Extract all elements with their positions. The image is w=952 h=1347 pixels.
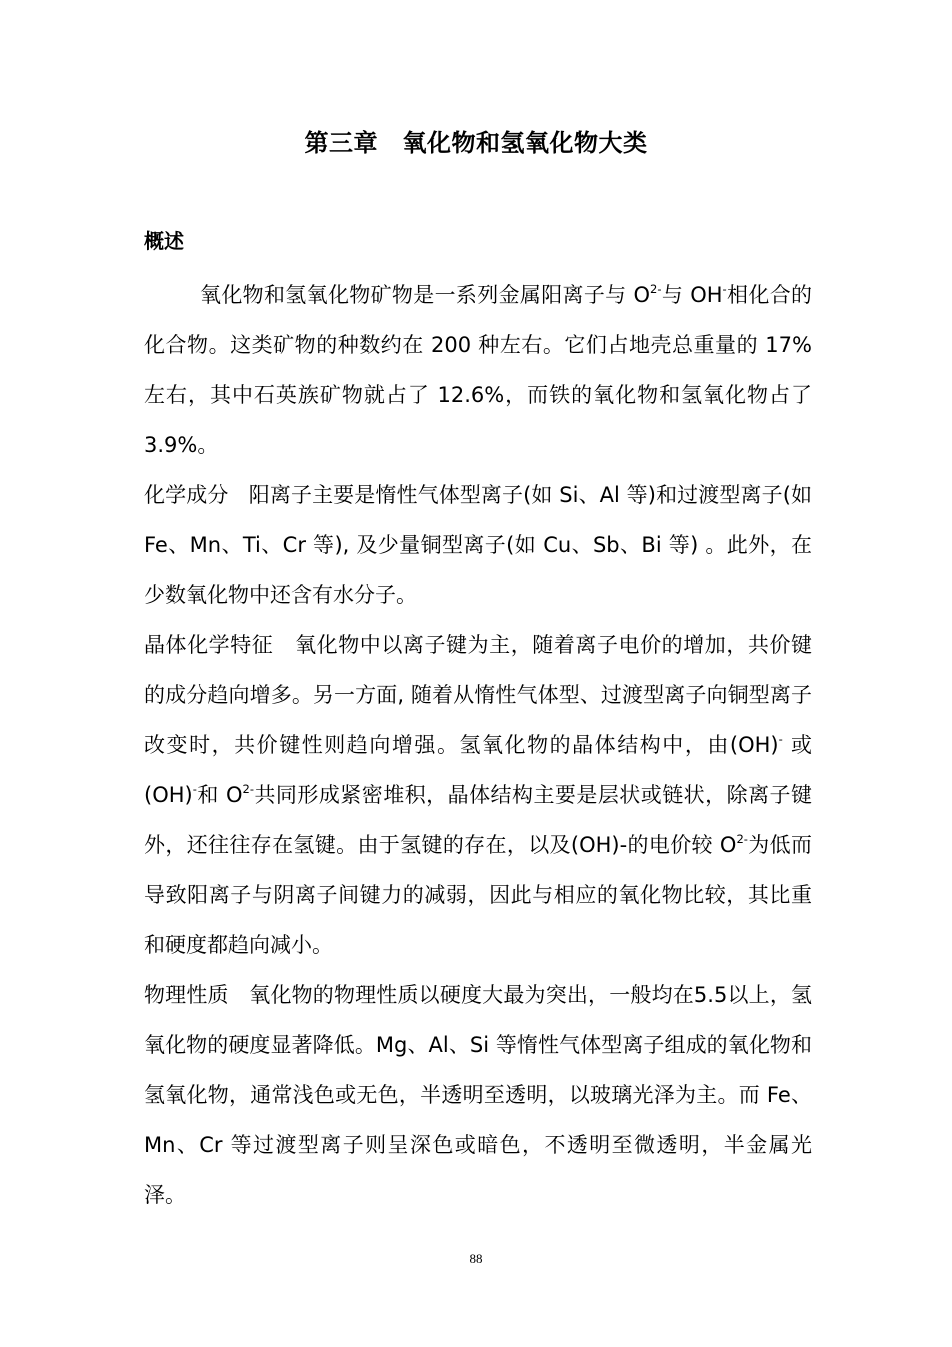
superscript: - (192, 781, 197, 796)
physical-text: 氧化物的物理性质以硬度大最为突出，一般均在5.5以上，氢氧化物的硬度显著降低。Mg、Al、Si 等惰性气体型离子组成的氧化物和氢氧化物，通常浅色或无色，半透明至透明，以玻璃光泽为主。而 Fe、Mn、Cr 等过渡型离子则呈深色或暗色，不透明至微透明，半金属光泽。 (144, 983, 813, 1207)
crystal-text-1: 氧化物中以离子键为主，随着离子电价的增加，共价键的成分趋向增多。另一方面, 随着从惰性气体型、过渡型离子向铜型离子改变时，共价键性则趋向增强。氢氧化物的晶体结构中，由(OH) (144, 633, 813, 757)
composition-paragraph (144, 470, 812, 620)
superscript: 2- (242, 781, 254, 796)
composition-text: 阳离子主要是惰性气体型离子(如 Si、Al 等)和过渡型离子(如 Fe、Mn、Ti、Cr 等), 及少量铜型离子(如 Cu、Sb、Bi 等) 。此外，在少数氧化物中还含有水分子。 (144, 483, 812, 607)
superscript: 2- (650, 281, 662, 296)
physical-label: 物理性质 (144, 983, 229, 1007)
overview-text-1: 氧化物和氢氧化物矿物是一系列金属阳离子与 O (200, 283, 651, 307)
crystal-paragraph (144, 620, 812, 970)
physical-paragraph (144, 970, 812, 1220)
superscript: 2- (736, 831, 748, 846)
superscript: - (778, 731, 783, 746)
overview-paragraph (144, 270, 812, 470)
overview-text-3: 相化合的化合物。这类矿物的种数约在 200 种左右。它们占地壳总重量的 17%左右，其中石英族矿物就占了 12.6%，而铁的氧化物和氢氧化物占了 3.9%。 (144, 283, 813, 457)
crystal-text-5: 为低而导致阳离子与阴离子间键力的减弱，因此与相应的氧化物比较，其比重和硬度都趋向减小。 (144, 833, 812, 957)
chapter-title: 第三章 氧化物和氢氧化物大类 (304, 129, 648, 157)
crystal-text-3: 和 O (196, 783, 243, 807)
crystal-text-4: 共同形成紧密堆积，晶体结构主要是层状或链状，除离子键外，还往往存在氢键。由于氢键的存在，以及(OH)-的电价较 O (144, 783, 812, 857)
superscript: - (722, 281, 727, 296)
section-heading: 概述 (144, 229, 184, 253)
page-number: 88 (469, 1251, 483, 1266)
crystal-text-2: 或(OH) (144, 733, 812, 807)
composition-label: 化学成分 (144, 483, 229, 507)
overview-text-2: 与 OH (661, 283, 723, 307)
body-text (144, 270, 812, 1220)
crystal-label: 晶体化学特征 (144, 633, 274, 657)
